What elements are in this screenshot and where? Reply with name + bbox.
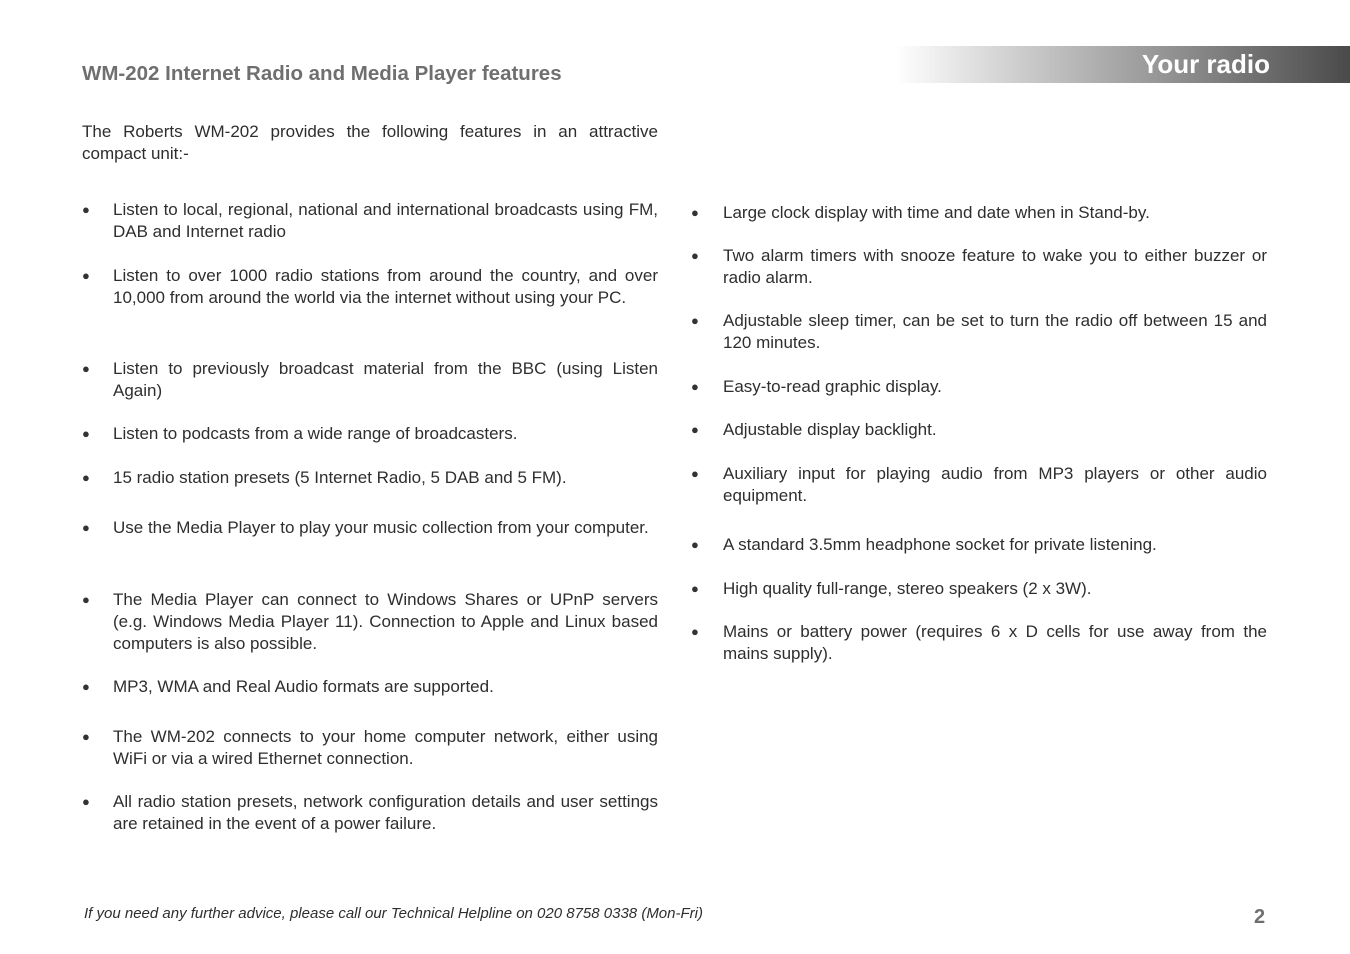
feature-text: Adjustable display backlight.: [723, 420, 937, 439]
feature-item: [82, 726, 658, 770]
feature-item: [691, 463, 1267, 507]
feature-text: Use the Media Player to play your music collection from your computer.: [113, 518, 649, 537]
intro-paragraph: The Roberts WM-202 provides the following features in an attractive compact unit:-: [82, 122, 658, 163]
bullet-icon: ●: [82, 729, 90, 744]
feature-text: Large clock display with time and date when in Stand-by.: [723, 203, 1150, 222]
bullet-icon: ●: [691, 581, 699, 596]
feature-item: [691, 310, 1267, 354]
feature-item: [82, 199, 658, 243]
feature-text: Auxiliary input for playing audio from MP3 players or other audio equipment.: [723, 464, 1267, 505]
feature-item: [82, 676, 658, 698]
feature-text: 15 radio station presets (5 Internet Radio, 5 DAB and 5 FM).: [113, 468, 567, 487]
feature-item: [691, 534, 1267, 556]
feature-item: [82, 517, 658, 539]
feature-text: Two alarm timers with snooze feature to wake you to either buzzer or radio alarm.: [723, 246, 1267, 287]
feature-text: Listen to over 1000 radio stations from around the country, and over 10,000 from around the world via the internet without using your PC.: [113, 266, 658, 307]
feature-item: [691, 376, 1267, 398]
bullet-icon: ●: [82, 202, 90, 217]
feature-item: [691, 245, 1267, 289]
feature-item: [82, 358, 658, 402]
feature-item: [82, 467, 658, 489]
bullet-icon: ●: [82, 361, 90, 376]
bullet-icon: ●: [691, 537, 699, 552]
feature-text: All radio station presets, network configuration details and user settings are retained in the event of a power failure.: [113, 792, 658, 833]
feature-text: High quality full-range, stereo speakers (2 x 3W).: [723, 579, 1092, 598]
bullet-icon: ●: [82, 679, 90, 694]
feature-text: Adjustable sleep timer, can be set to turn the radio off between 15 and 120 minutes.: [723, 311, 1267, 352]
bullet-icon: ●: [82, 520, 90, 535]
bullet-icon: ●: [691, 313, 699, 328]
feature-text: Listen to podcasts from a wide range of broadcasters.: [113, 424, 518, 443]
feature-text: Mains or battery power (requires 6 x D cells for use away from the mains supply).: [723, 622, 1267, 663]
feature-item: [82, 589, 658, 655]
bullet-icon: ●: [82, 794, 90, 809]
feature-item: [691, 578, 1267, 600]
feature-item: [691, 419, 1267, 441]
bullet-icon: ●: [691, 422, 699, 437]
feature-item: [82, 423, 658, 445]
feature-item: [82, 265, 658, 309]
feature-item: [691, 202, 1267, 224]
bullet-icon: ●: [82, 268, 90, 283]
bullet-icon: ●: [691, 205, 699, 220]
bullet-icon: ●: [82, 426, 90, 441]
feature-text: A standard 3.5mm headphone socket for private listening.: [723, 535, 1157, 554]
bullet-icon: ●: [82, 592, 90, 607]
feature-text: The WM-202 connects to your home computer network, either using WiFi or via a wired Ethernet connection.: [113, 727, 658, 768]
header-tab-title: Your radio: [1141, 49, 1270, 79]
feature-item: [82, 791, 658, 835]
bullet-icon: ●: [691, 466, 699, 481]
feature-text: Easy-to-read graphic display.: [723, 377, 942, 396]
feature-text: The Media Player can connect to Windows Shares or UPnP servers (e.g. Windows Media Player 11). Connection to Apple and Linux based computers is also possible.: [113, 590, 658, 653]
feature-text: Listen to local, regional, national and international broadcasts using FM, DAB and Internet radio: [113, 200, 658, 241]
header-tab-bar: [895, 46, 1350, 83]
helpline-note: If you need any further advice, please call our Technical Helpline on 020 8758 0338 (Mon-Fri): [84, 905, 703, 922]
page-number: 2: [1254, 906, 1266, 928]
bullet-icon: ●: [691, 248, 699, 263]
bullet-icon: ●: [691, 624, 699, 639]
bullet-icon: ●: [82, 470, 90, 485]
bullet-icon: ●: [691, 379, 699, 394]
page-title: WM-202 Internet Radio and Media Player features: [82, 62, 562, 85]
feature-text: MP3, WMA and Real Audio formats are supported.: [113, 677, 494, 696]
feature-text: Listen to previously broadcast material from the BBC (using Listen Again): [113, 359, 658, 400]
feature-item: [691, 621, 1267, 665]
